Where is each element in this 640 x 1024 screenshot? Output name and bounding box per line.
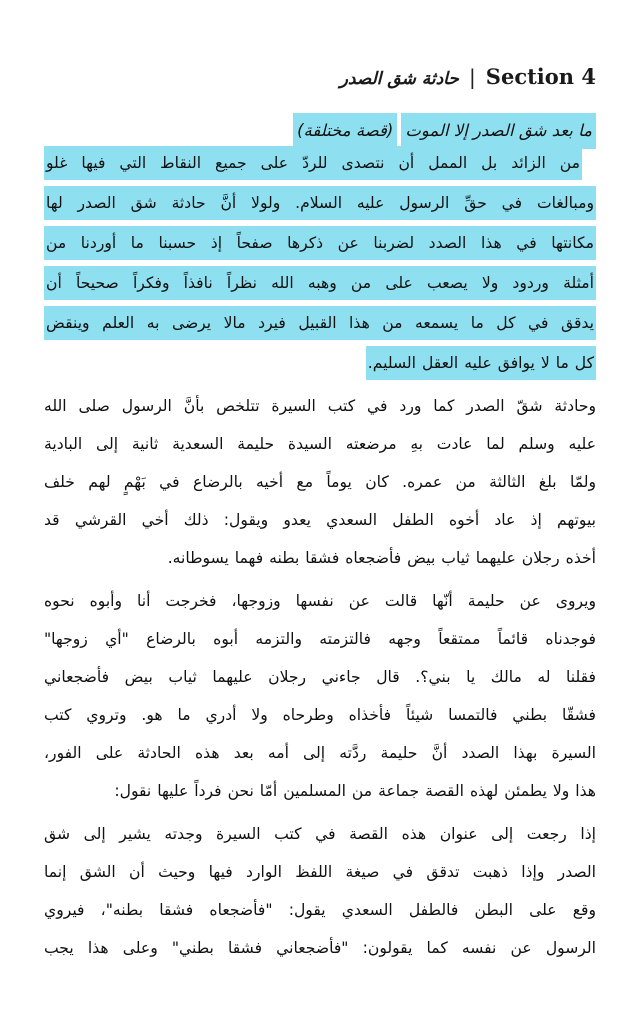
text-line: هذا ولا يطمئن لهذه القصة جماعة من المسلمين أمّا نحن فرداً عليها نقول: [114,782,596,800]
text-line: فشقّا بطني فالتمسا شيئاً فأخذاه وطرحاه ولا أدري ما هو. وتروي كتب [44,706,596,724]
text-line: عليه وسلم لما عادت بهِ مرضعته السيدة حليمة السعدية ثانية إلى البادية [44,435,596,453]
subtitle-main: ما بعد شق الصدر إلا الموت [401,113,596,149]
section-number: Section 4 [485,64,596,89]
highlighted-line: أمثلة وردود ولا يصعب على من وهبه الله نظراً نافذاً وفكراً صحيحاً أن [44,266,596,304]
highlighted-line: ومبالغات في حقِّ الرسول عليه السلام. ولولا أنَّ حادثة شق الصدر لها [44,186,596,224]
text-line: فقلنا له مالك يا بني؟. قال جاءني رجلان عليهما ثياب بيض فأضجعاني [44,668,596,686]
text-line: السيرة بهذا الصدد أنَّ حليمة ردَّته إلى أمه بعد هذه الحادثة على الفور، [44,744,596,762]
paragraph-3 [44,582,596,810]
paragraph-4 [44,815,596,967]
text-line: الرسول عن نفسه كما يقولون: "فأضجعاني فشقا بطني" وعلى هذا يجب [44,939,596,957]
text-line: إذا رجعت إلى عنوان هذه القصة في كتب السيرة وجدته يشير إلى شق [44,825,596,843]
paragraph-2 [44,387,596,577]
text-line: فوجدناه قائماً ممتقعاً وجهه فالتزمته والتزمه أبوه بالرضاع "أي زوجها" [44,630,596,648]
highlighted-line: كل ما لا يوافق عليه العقل السليم. [44,344,596,382]
section-header [44,58,596,96]
highlighted-line: من الزائد بل الممل أن نتصدى للردّ على جميع النقاط التي فيها غلو [44,146,596,184]
section-title: حادثة شق الصدر [339,69,459,89]
text-line: وحادثة شقّ الصدر كما ورد في كتب السيرة تتلخص بأنَّ الرسول صلى الله [44,397,596,415]
highlighted-line: مكانتها في هذا الصدد لضربنا عن ذكرها صفحاً إذ حسبنا ما أوردنا من [44,226,596,264]
highlighted-paragraph [44,146,596,382]
text-line: وقع على البطن فالطفل السعدي يقول: "فأضجعاه فشقا بطنه"، فيروي [44,901,596,919]
highlighted-line: يدقق في كل ما يسمعه من هذا القبيل فيرد مالا يرضى به العلم وينقض [44,306,596,344]
text-line: بيوتهم إذ عاد أخوه الطفل السعدي يعدو ويقول: ذلك أخي القرشي قد [44,511,596,529]
subtitle [44,100,596,138]
subtitle-parenthetical: (قصة مختلقة) [293,113,397,149]
text-line: الصدر وإذا ذهبت تدقق في صيغة اللفظ الوارد فيها وحيث أن الشق إنما [44,863,596,881]
text-line: أخذه رجلان عليهما ثياب بيض فأضجعاه فشقا بطنه فهما يسوطانه. [167,549,596,567]
text-line: ويروى عن حليمة أنّها قالت عن نفسها وزوجها، فخرجت أنا وأبوه نحوه [44,592,596,610]
section-separator: | [468,65,476,89]
text-line: ولمّا بلغ الثالثة من عمره. كان يوماً مع أخيه بالرضاع في بَهْمٍ لهم خلف [44,473,596,491]
